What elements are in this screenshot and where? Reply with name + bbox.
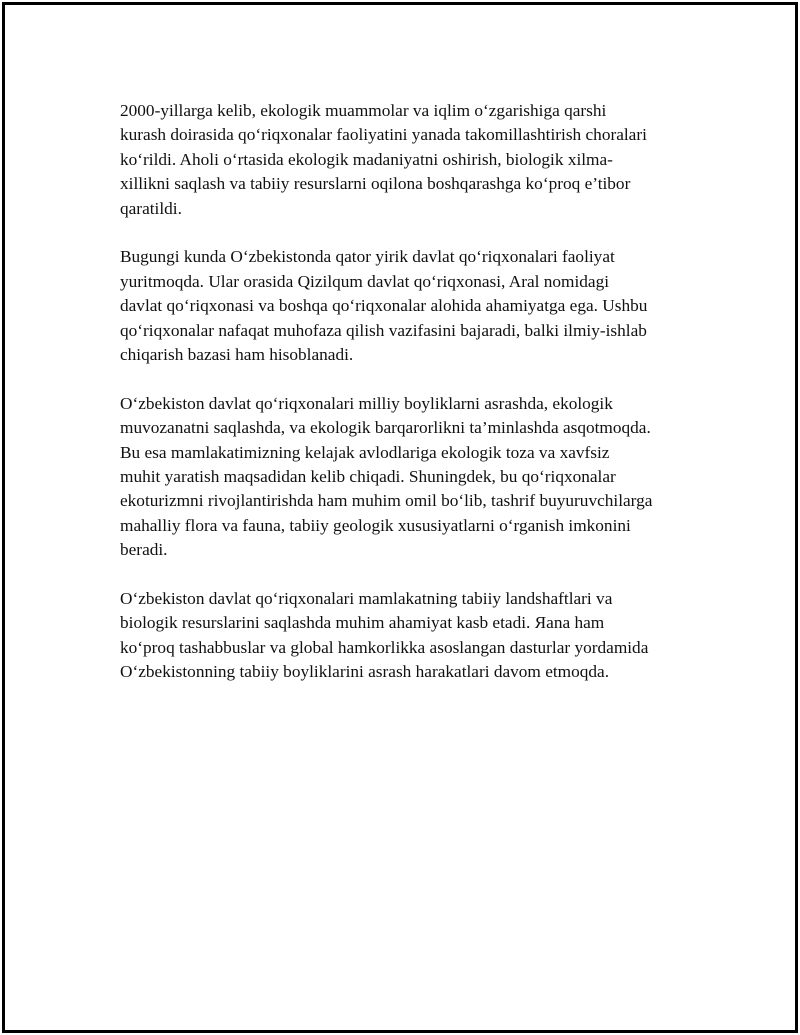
- text-line: biologik resurslarini saqlashda muhim ahamiyat kasb etadi. Яana ham: [120, 613, 605, 633]
- text-line: O‘zbekistonning tabiiy boyliklarini asrash harakatlari davom etmoqda.: [120, 662, 610, 682]
- text-line: ko‘proq tashabbuslar va global hamkorlikka asoslangan dasturlar yordamida: [120, 637, 649, 657]
- text-line: muvozanatni saqlashda, va ekologik barqarorlikni ta’minlashda asqotmoqda.: [120, 418, 651, 438]
- paragraph-4: [120, 587, 700, 685]
- text-line: O‘zbekiston davlat qo‘riqxonalari milliy boyliklarni asrashda, ekologik: [120, 393, 613, 413]
- text-line: xillikni saqlash va tabiiy resurslarni oqilona boshqarashga ko‘proq e’tibor: [120, 174, 631, 194]
- text-line: 2000-yillarga kelib, ekologik muammolar va iqlim o‘zgarishiga qarshi: [120, 101, 607, 120]
- text-line: yuritmoqda. Ular orasida Qizilqum davlat qo‘riqxonasi, Aral nomidagi: [120, 271, 610, 291]
- text-line: beradi.: [120, 540, 168, 560]
- page-frame: [2, 2, 798, 1033]
- text-line: qo‘riqxonalar nafaqat muhofaza qilish vazifasini bajaradi, balki ilmiy-ishlab: [120, 320, 647, 340]
- text-line: Bugungi kunda O‘zbekistonda qator yirik davlat qo‘riqxonalari faoliyat: [120, 247, 615, 267]
- text-line: qaratildi.: [120, 198, 182, 218]
- paragraph-3: [120, 392, 700, 563]
- text-line: kurash doirasida qo‘riqxonalar faoliyatini yanada takomillashtirish choralari: [120, 125, 647, 145]
- paragraph-2: [120, 245, 700, 367]
- text-line: ekoturizmni rivojlantirishda ham muhim omil bo‘lib, tashrif buyuruvchilarga: [120, 491, 653, 511]
- text-line: Bu esa mamlakatimizning kelajak avlodlariga ekologik toza va xavfsiz: [120, 442, 610, 462]
- text-line: chiqarish bazasi ham hisoblanadi.: [120, 345, 354, 365]
- text-line: mahalliy flora va fauna, tabiiy geologik xususiyatlarni o‘rganish imkonini: [120, 515, 631, 535]
- text-line: davlat qo‘riqxonasi va boshqa qo‘riqxonalar alohida ahamiyatga ega. Ushbu: [120, 296, 648, 316]
- paragraph-1: [120, 99, 700, 221]
- text-line: ko‘rildi. Aholi o‘rtasida ekologik madaniyatni oshirish, biologik xilma-: [120, 149, 613, 169]
- document-body: [120, 99, 700, 709]
- text-line: O‘zbekiston davlat qo‘riqxonalari mamlakatning tabiiy landshaftlari va: [120, 589, 613, 609]
- text-line: muhit yaratish maqsadidan kelib chiqadi. Shuningdek, bu qo‘riqxonalar: [120, 467, 616, 487]
